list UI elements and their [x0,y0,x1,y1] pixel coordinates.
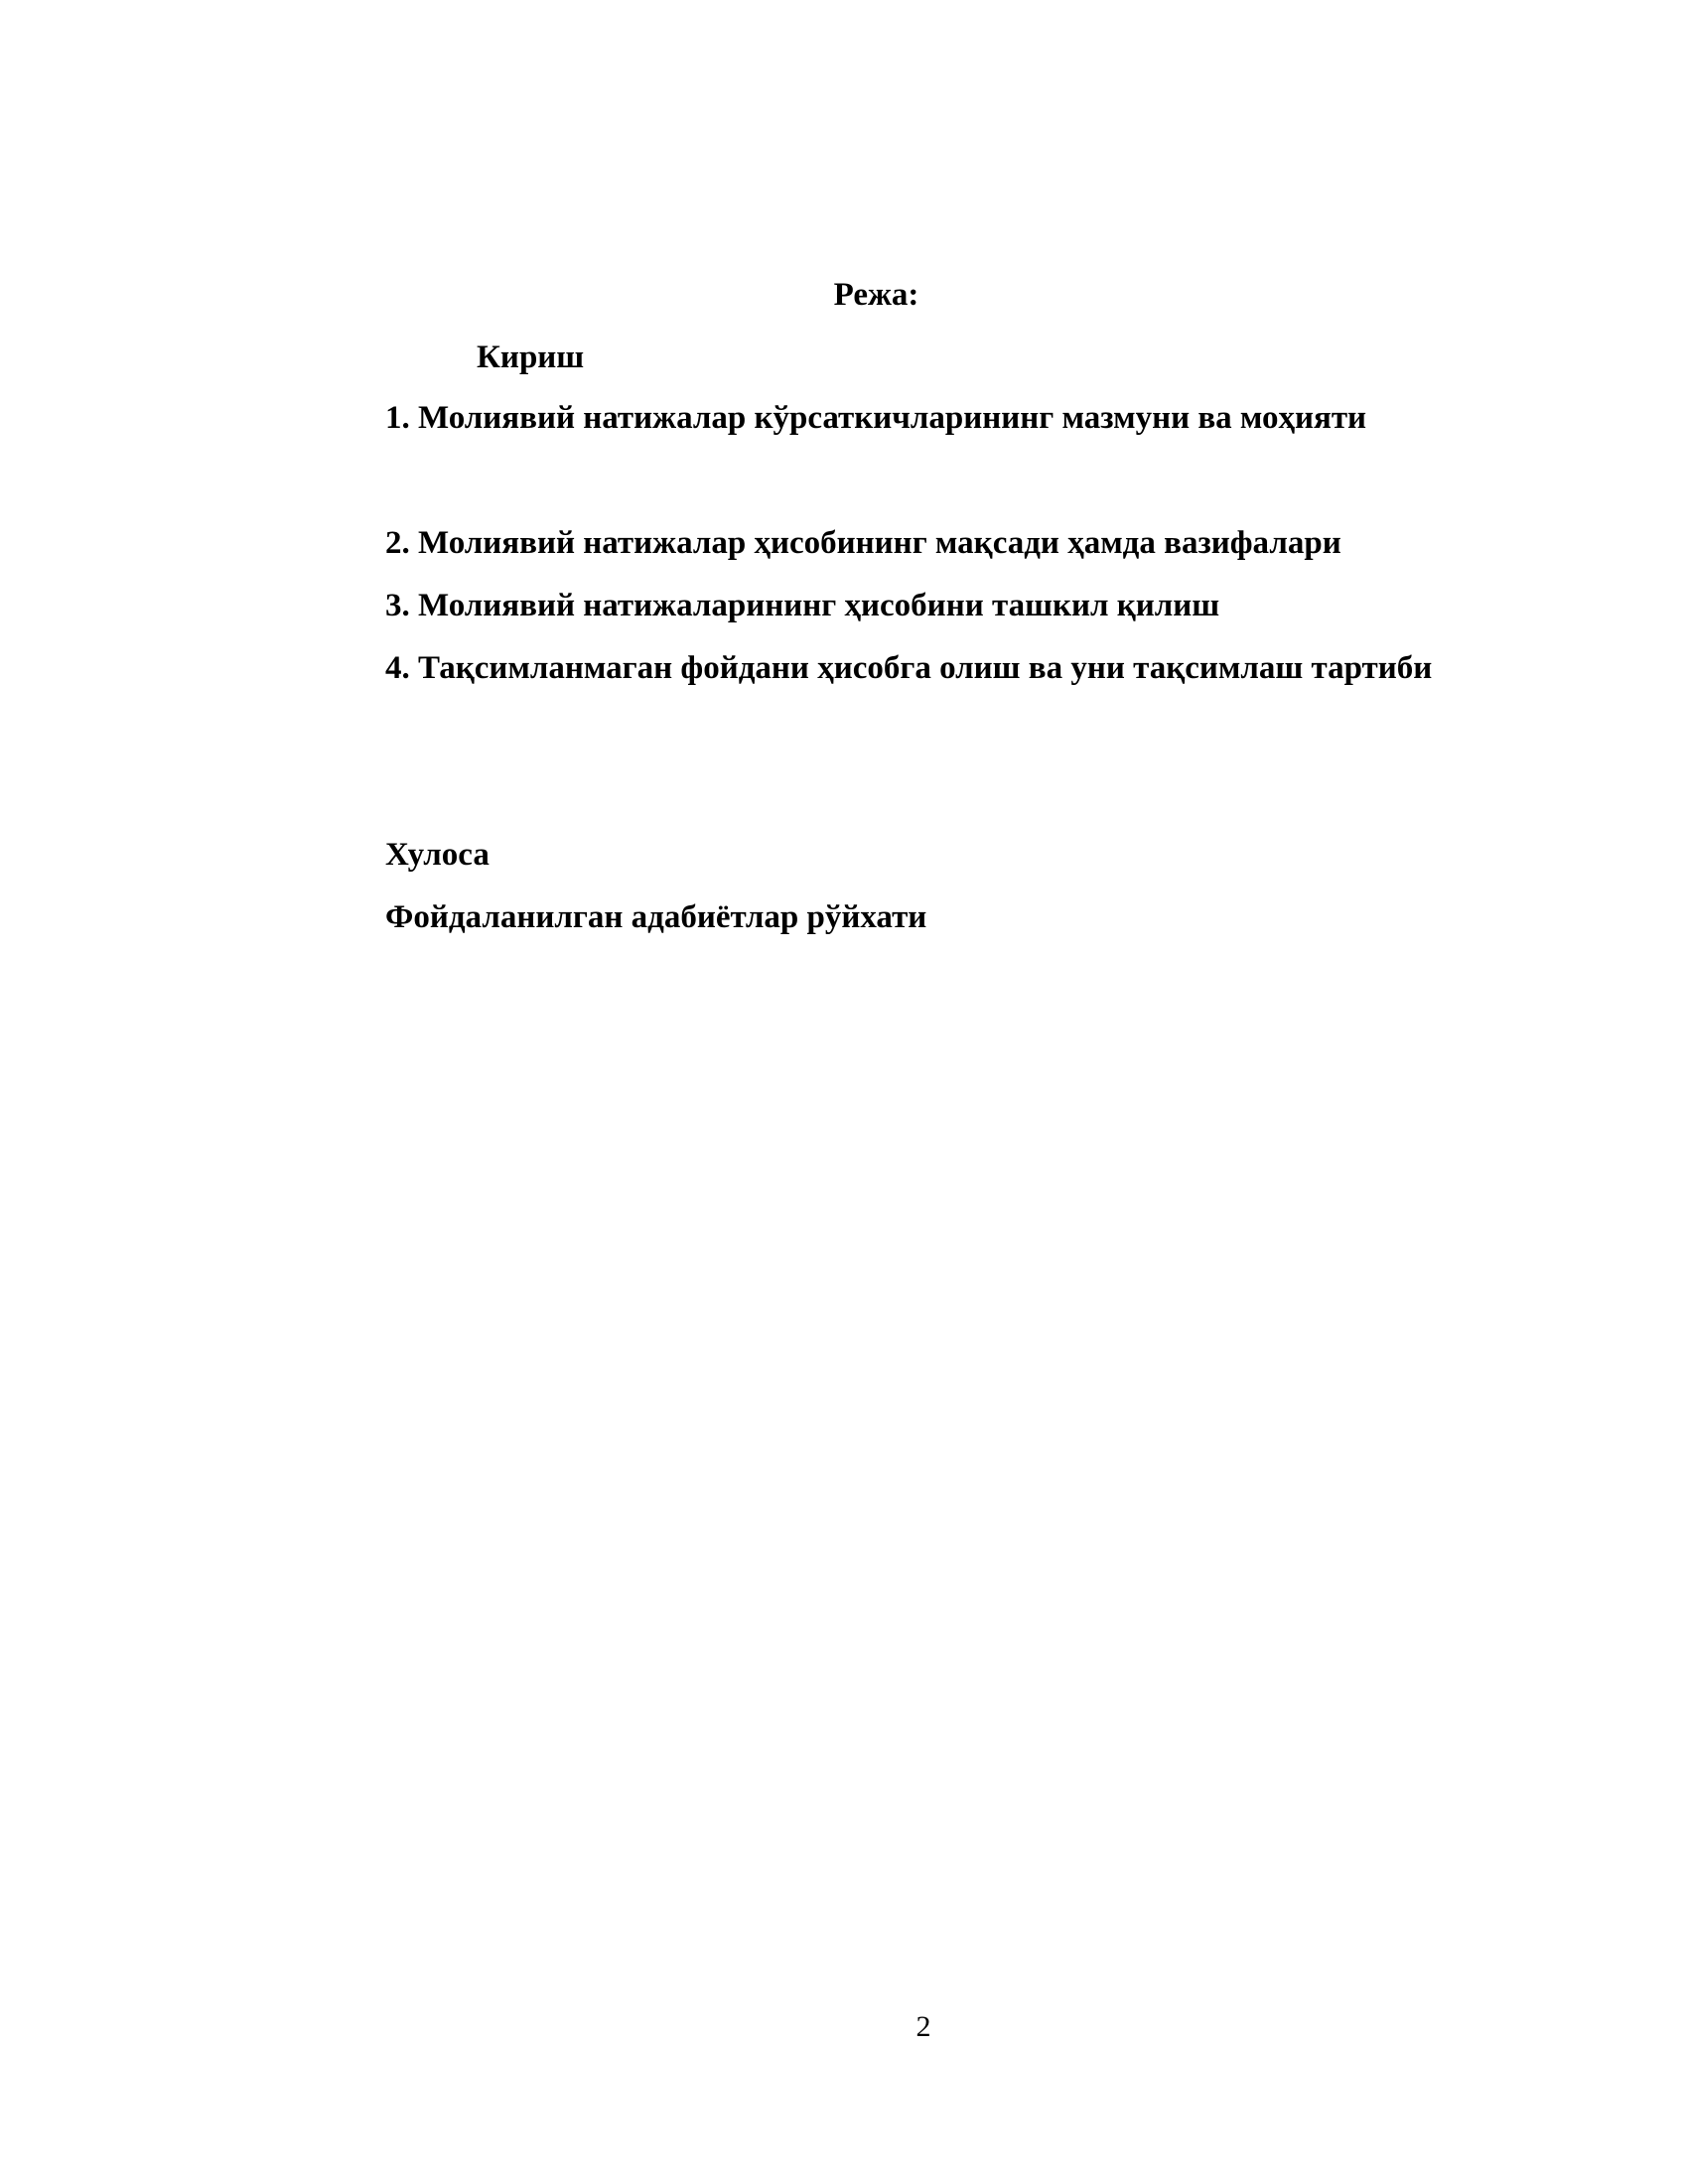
toc-item-3 [294,575,1462,637]
introduction-heading: Кириш [477,340,585,375]
toc-item-4 [294,637,1462,700]
page-number: 2 [915,2010,931,2043]
references-heading: Фойдаланилган адабиётлар рўйхати [385,899,927,935]
toc-item-3-text: 3. Молиявий натижаларининг ҳисобини ташкил қилиш [385,588,1220,623]
toc-item-2-text: 2. Молиявий натижалар ҳисобининг мақсади ҳамда вазифалари [385,525,1341,561]
plan-title: Режа: [833,277,919,313]
toc-item-1-text: 1. Молиявий натижалар кўрсаткичларининг мазмуни ва моҳияти [385,400,1367,436]
toc-item-4-text: 4. Тақсимланмаган фойдани ҳисобга олиш ва уни тақсимлаш тартиби [385,650,1433,686]
toc-item-1 [294,387,1462,450]
toc-item-2 [294,512,1462,575]
conclusion-heading: Хулоса [385,837,490,873]
